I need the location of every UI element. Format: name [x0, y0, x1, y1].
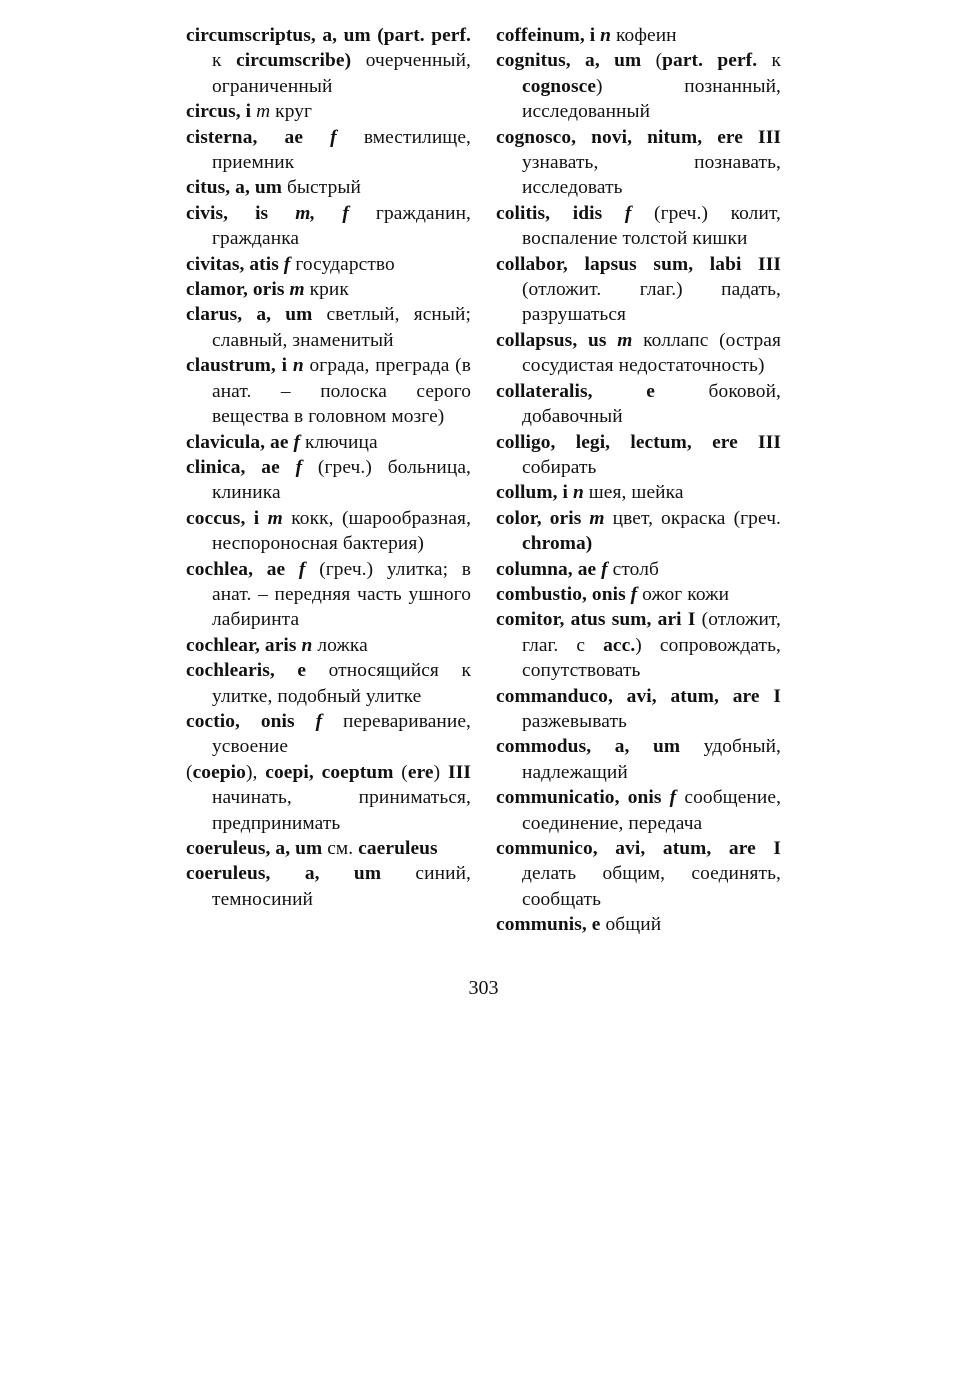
entry-definition: шея, шейка	[588, 482, 684, 504]
dictionary-entry	[186, 175, 471, 200]
entry-definition: (	[186, 761, 193, 783]
dictionary-entry	[496, 684, 781, 735]
entry-headword: coeruleus, a, um	[186, 838, 323, 859]
entry-grammar: n	[595, 25, 616, 46]
entry-grammar: n	[287, 355, 310, 377]
dictionary-entry	[186, 836, 471, 861]
entry-grammar: m	[606, 329, 644, 351]
dictionary-entry	[186, 633, 471, 658]
dictionary-entry	[496, 125, 781, 201]
dictionary-entry	[496, 480, 781, 505]
entry-definition: )	[433, 761, 449, 783]
entry-grammar: m, f	[268, 202, 376, 224]
entry-headword: colligo, legi, lectum, ere III	[496, 431, 781, 453]
entry-definition: очерченный, ограниченный	[212, 50, 471, 97]
entry-definition: переваривание, усвоение	[212, 710, 472, 758]
dictionary-entry	[496, 201, 781, 252]
entry-headword: coccus, i	[186, 507, 260, 529]
page-number: 303	[468, 977, 499, 999]
entry-headword: colitis, idis	[496, 202, 603, 224]
entry-definition: разжевывать	[522, 710, 627, 732]
entry-definition: к	[757, 50, 782, 72]
entry-headword: coffeinum, i	[496, 25, 596, 46]
entry-grammar: m	[284, 279, 310, 301]
entry-definition: начинать, приниматься, предпринимать	[212, 787, 471, 834]
dictionary-entry	[496, 582, 781, 607]
entry-headword: clinica, ae	[186, 456, 280, 478]
entry-definition: ожог кожи	[642, 583, 730, 605]
dictionary-entry	[496, 506, 781, 557]
dictionary-entry	[186, 23, 471, 99]
dictionary-entry	[186, 760, 471, 836]
entry-headword: civis, is	[186, 202, 269, 224]
entry-headword: clamor, oris	[186, 279, 285, 301]
dictionary-entry	[496, 912, 781, 937]
dictionary-entry	[186, 201, 471, 252]
entry-headword: combustio, onis	[496, 583, 626, 605]
dictionary-entry	[496, 379, 781, 430]
entry-definition: ),	[245, 761, 266, 783]
entry-definition: общий	[600, 914, 662, 936]
entry-definition: быстрый	[282, 177, 361, 199]
dictionary-column-right	[496, 23, 781, 938]
entry-headword: acc.	[603, 634, 636, 656]
entry-headword: clavicula, ae	[186, 431, 289, 453]
entry-headword: cognitus, a, um	[496, 50, 642, 72]
entry-headword: ere	[407, 761, 434, 783]
entry-headword: part. perf.	[662, 50, 758, 72]
entry-headword: coepi, coeptum	[265, 761, 394, 783]
entry-grammar: n	[568, 482, 589, 504]
dictionary-entry	[496, 252, 781, 328]
entry-grammar: m	[251, 101, 276, 123]
dictionary-entry	[496, 430, 781, 481]
entry-headword: color, oris	[496, 507, 582, 529]
entry-headword: coctio, onis	[186, 710, 295, 732]
dictionary-entry	[186, 557, 471, 633]
dictionary-entry	[186, 252, 471, 277]
entry-definition: (	[641, 50, 663, 72]
entry-definition: государство	[295, 253, 395, 275]
entry-headword: coepio	[192, 761, 246, 783]
dictionary-column-left	[186, 23, 471, 912]
entry-definition: синий, темносиний	[212, 863, 471, 910]
entry-grammar: f	[625, 583, 643, 605]
entry-definition: гражданин, гражданка	[212, 202, 471, 250]
entry-headword: commanduco, avi, atum, are I	[496, 685, 781, 707]
entry-definition: (греч.) улитка; в анат. – передняя часть ушного лабиринта	[212, 558, 472, 631]
entry-definition: делать общим, соединять, сообщать	[522, 863, 781, 910]
entry-headword: circumscriptus, a, um (part. perf.	[186, 25, 471, 46]
entry-headword: comitor, atus sum, ari I	[496, 609, 696, 631]
entry-grammar: f	[279, 456, 318, 478]
entry-headword: caeruleus	[358, 838, 438, 859]
dictionary-entry	[496, 48, 781, 124]
dictionary-entry	[186, 430, 471, 455]
entry-headword: cochlea, ae	[186, 558, 286, 580]
entry-definition: сообщение, соединение, передача	[522, 787, 782, 834]
entry-definition: кокк, (шарообразная, неспороносная бактерия)	[212, 507, 472, 555]
entry-grammar: f	[303, 126, 364, 148]
entry-definition: кофеин	[616, 25, 677, 46]
entry-headword: cisterna, ae	[186, 126, 304, 148]
entry-definition: (греч.) больница, клиника	[212, 456, 472, 504]
dictionary-entry	[496, 23, 781, 48]
entry-headword: columna, ae	[496, 558, 597, 580]
entry-definition: см.	[322, 838, 359, 859]
entry-definition: ключица	[305, 431, 378, 453]
entry-headword: collapsus, us	[496, 329, 607, 351]
entry-grammar: m	[581, 507, 613, 529]
entry-definition: крик	[309, 279, 349, 301]
dictionary-entry	[186, 861, 471, 912]
entry-grammar: m	[259, 507, 292, 529]
entry-headword: clarus, a, um	[186, 304, 313, 326]
dictionary-entry	[496, 328, 781, 379]
dictionary-entry	[186, 455, 471, 506]
entry-headword: chroma)	[522, 533, 593, 555]
entry-grammar: f	[288, 431, 305, 453]
entry-definition: к	[212, 50, 237, 72]
entry-grammar: f	[661, 787, 685, 809]
entry-definition: (греч.) колит, воспаление толстой кишки	[522, 202, 782, 250]
dictionary-entry	[496, 557, 781, 582]
entry-headword: communicatio, onis	[496, 787, 662, 809]
dictionary-entry	[186, 658, 471, 709]
entry-definition: боковой, добавочный	[522, 380, 781, 428]
entry-headword: cognosco, novi, nitum, ere III	[496, 126, 781, 148]
entry-headword: claustrum, i	[186, 355, 288, 377]
entry-headword: cochlearis, e	[186, 660, 307, 682]
entry-grammar: f	[278, 253, 296, 275]
entry-headword: circus, i	[186, 101, 252, 123]
entry-definition: цвет, окраска (греч.	[612, 507, 781, 529]
entry-definition: (отложит, глаг. с	[522, 609, 781, 656]
dictionary-entry	[496, 607, 781, 683]
entry-definition: светлый, ясный; славный, знаменитый	[212, 304, 471, 351]
entry-headword: cochlear, aris	[186, 634, 297, 656]
entry-grammar: n	[296, 634, 318, 656]
entry-definition: относящийся к улитке, подобный улитке	[212, 660, 471, 707]
dictionary-entry	[496, 734, 781, 785]
entry-headword: III	[448, 761, 471, 783]
entry-definition: коллапс (острая сосудистая недостаточность)	[522, 329, 781, 377]
dictionary-entry	[186, 709, 471, 760]
entry-headword: cognosce	[522, 75, 597, 97]
entry-definition: ложка	[317, 634, 368, 656]
entry-grammar: f	[596, 558, 613, 580]
entry-grammar: f	[294, 710, 344, 732]
entry-definition: ограда, преграда (в анат. – полоска серого вещества в головном мозге)	[212, 355, 471, 428]
entry-definition: ) сопровождать, сопутствовать	[522, 634, 781, 682]
dictionary-entry	[186, 506, 471, 557]
dictionary-entry	[186, 353, 471, 429]
entry-definition: вместилище, приемник	[212, 126, 471, 174]
entry-definition: (	[393, 761, 408, 783]
entry-headword: collateralis, e	[496, 380, 655, 402]
entry-headword: collabor, lapsus sum, labi III	[496, 253, 781, 275]
entry-grammar: f	[602, 202, 655, 224]
entry-headword: citus, a, um	[186, 177, 283, 199]
entry-headword: communico, avi, atum, are I	[496, 838, 781, 859]
entry-definition: ) познанный, исследованный	[522, 75, 781, 123]
entry-headword: collum, i	[496, 482, 568, 504]
entry-headword: communis, e	[496, 914, 601, 936]
entry-definition: собирать	[522, 456, 597, 478]
entry-headword: circumscribe)	[236, 50, 352, 72]
dictionary-entry	[186, 302, 471, 353]
entry-definition: удобный, надлежащий	[522, 736, 781, 783]
entry-definition: круг	[275, 101, 313, 123]
entry-headword: coeruleus, a, um	[186, 863, 382, 885]
dictionary-entry	[496, 836, 781, 912]
entry-headword: commodus, a, um	[496, 736, 681, 758]
entry-definition: узнавать, познавать, исследовать	[522, 152, 781, 199]
dictionary-entry	[496, 785, 781, 836]
dictionary-entry	[186, 125, 471, 176]
entry-grammar: f	[285, 558, 320, 580]
entry-definition: столб	[612, 558, 659, 580]
dictionary-entry	[186, 277, 471, 302]
entry-headword: civitas, atis	[186, 253, 279, 275]
dictionary-entry	[186, 99, 471, 124]
entry-definition: (отложит. глаг.) падать, разрушаться	[522, 279, 781, 326]
